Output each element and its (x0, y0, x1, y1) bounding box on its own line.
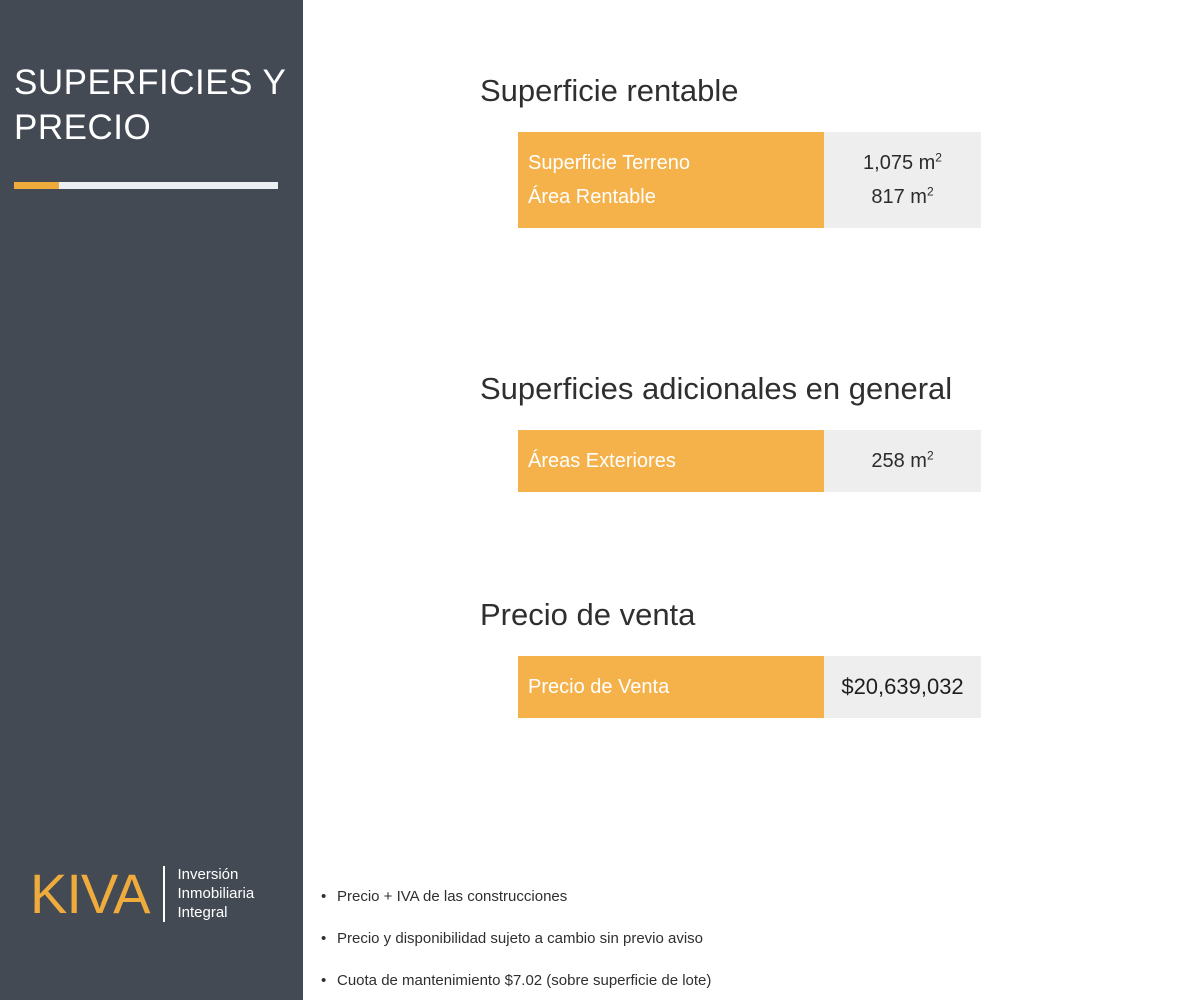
bullet-icon: • (321, 888, 327, 905)
bullet-icon: • (321, 930, 327, 947)
footnotes (321, 886, 1081, 992)
table-row: Área Rentable (528, 186, 656, 208)
table-row (824, 670, 981, 704)
logo-tagline-line-1: Inversión (177, 866, 239, 883)
table-cell-value: 817 m (871, 186, 927, 208)
footnote-text: Cuota de mantenimiento $7.02 (sobre superficie de lote) (337, 972, 712, 989)
bullet-icon: • (321, 972, 327, 989)
logo-tagline-line-3: Integral (177, 904, 228, 921)
data-table (518, 430, 981, 492)
table-label-column (518, 430, 824, 492)
section-heading: Superficies adicionales en general (480, 371, 953, 406)
table-row (824, 180, 981, 214)
unit-superscript: 2 (926, 184, 934, 199)
table-value-column (824, 132, 981, 228)
table-row (824, 146, 981, 180)
table-row: Áreas Exteriores (528, 450, 676, 472)
footnote-text: Precio + IVA de las construcciones (337, 888, 568, 905)
table-value-column (824, 656, 981, 718)
table-label-column (518, 132, 824, 228)
logo-tagline (177, 865, 254, 922)
table-label-column (518, 656, 824, 718)
footnote-text: Precio y disponibilidad sujeto a cambio sin previo aviso (337, 930, 704, 947)
section-superficie-rentable (480, 72, 1160, 228)
divider-accent (14, 182, 59, 189)
table-row: Superficie Terreno (528, 152, 690, 174)
unit-superscript: 2 (935, 150, 942, 165)
section-precio-de-venta (480, 596, 1160, 718)
logo-wordmark: KIVA (30, 861, 150, 925)
divider (14, 182, 278, 189)
list-item (321, 928, 1081, 950)
unit-superscript: 2 (926, 448, 934, 463)
logo-separator (163, 866, 165, 922)
content (303, 0, 1200, 1000)
list-item (321, 886, 1081, 908)
table-cell-value: 1,075 m (863, 152, 936, 174)
list-item (321, 970, 1081, 992)
logo (30, 861, 255, 925)
table-cell-value: 258 m (871, 450, 927, 472)
section-heading: Precio de venta (480, 597, 696, 632)
section-superficies-adicionales (480, 370, 1160, 492)
sidebar (0, 0, 303, 1000)
table-row (824, 444, 981, 478)
table-cell-value: $20,639,032 (841, 674, 964, 699)
logo-tagline-line-2: Inmobiliaria (177, 885, 255, 902)
section-heading: Superficie rentable (480, 73, 739, 108)
data-table (518, 132, 981, 228)
table-row: Precio de Venta (528, 676, 670, 698)
page-title: SUPERFICIES Y PRECIO (14, 63, 286, 147)
table-value-column (824, 430, 981, 492)
data-table (518, 656, 981, 718)
